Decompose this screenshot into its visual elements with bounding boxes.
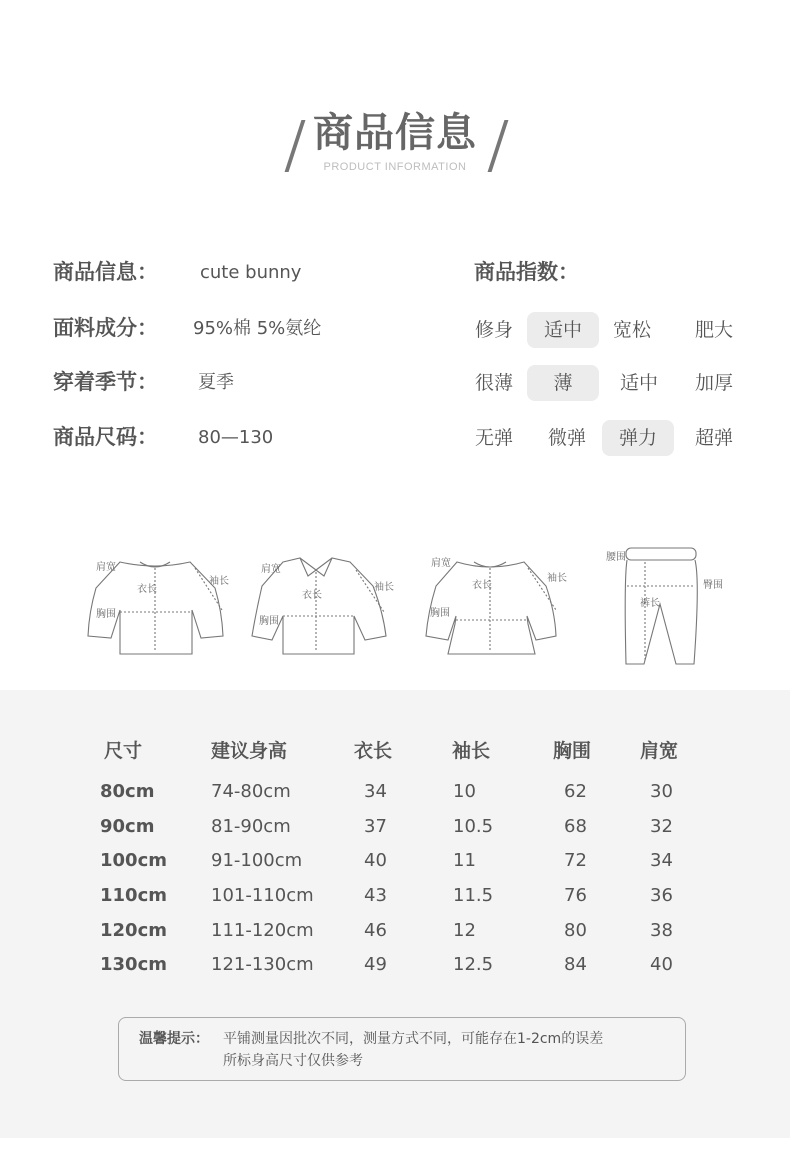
info-value-fabric: 95%棉 5%氨纶 bbox=[193, 318, 322, 339]
table-cell-sleeve: 12 bbox=[453, 920, 476, 941]
table-cell-length: 43 bbox=[364, 885, 387, 906]
index-thickness-option: 适中 bbox=[619, 372, 658, 394]
collar-tee-label-sleeve: 袖长 bbox=[374, 582, 394, 593]
table-cell-shoulder: 36 bbox=[650, 885, 673, 906]
index-elasticity-option: 弹力 bbox=[602, 420, 674, 456]
index-thickness-option: 薄 bbox=[527, 365, 599, 401]
table-cell-height: 121-130cm bbox=[211, 954, 314, 975]
table-cell-shoulder: 38 bbox=[650, 920, 673, 941]
table-cell-chest: 80 bbox=[564, 920, 587, 941]
size-note-label: 温馨提示： bbox=[139, 1031, 209, 1047]
table-cell-length: 37 bbox=[364, 816, 387, 837]
table-cell-size: 110cm bbox=[100, 885, 167, 906]
size-note-line-2: 所标身高尺寸仅供参考 bbox=[223, 1053, 363, 1069]
tee-label-sleeve: 袖长 bbox=[209, 576, 229, 587]
index-elasticity-option: 微弹 bbox=[547, 427, 586, 449]
table-cell-shoulder: 32 bbox=[650, 816, 673, 837]
table-cell-sleeve: 11.5 bbox=[453, 885, 494, 906]
info-label-season: 穿着季节： bbox=[53, 370, 158, 394]
dress-label-length: 衣长 bbox=[472, 580, 492, 591]
table-cell-chest: 62 bbox=[564, 781, 587, 802]
table-cell-height: 91-100cm bbox=[211, 850, 303, 871]
table-cell-size: 120cm bbox=[100, 920, 167, 941]
dress-label-chest: 胸围 bbox=[430, 608, 450, 619]
index-title: 商品指数： bbox=[474, 260, 579, 284]
table-cell-chest: 72 bbox=[564, 850, 587, 871]
table-cell-height: 111-120cm bbox=[211, 920, 314, 941]
table-cell-shoulder: 34 bbox=[650, 850, 673, 871]
table-cell-sleeve: 10.5 bbox=[453, 816, 494, 837]
table-cell-chest: 84 bbox=[564, 954, 587, 975]
size-table-header: 尺寸 bbox=[104, 740, 143, 762]
tee-label-chest: 胸围 bbox=[96, 609, 116, 620]
size-note bbox=[118, 1017, 686, 1081]
index-fit-option: 肥大 bbox=[694, 319, 733, 341]
table-cell-chest: 76 bbox=[564, 885, 587, 906]
measurement-diagrams bbox=[0, 540, 790, 680]
index-thickness-option: 很薄 bbox=[474, 372, 513, 394]
pants-diagram bbox=[625, 548, 697, 664]
info-label-fabric: 面料成分： bbox=[53, 316, 158, 340]
collar-tee-label-chest: 胸围 bbox=[259, 616, 279, 627]
size-table-header: 袖长 bbox=[452, 740, 491, 762]
table-cell-sleeve: 11 bbox=[453, 850, 476, 871]
tee-diagram bbox=[88, 562, 223, 654]
measurement-diagram-svg bbox=[0, 540, 790, 680]
index-thickness-option: 加厚 bbox=[694, 372, 733, 394]
info-value-size: 80—130 bbox=[198, 427, 274, 448]
table-cell-height: 74-80cm bbox=[211, 781, 291, 802]
table-cell-chest: 68 bbox=[564, 816, 587, 837]
tee-label-shoulder: 肩宽 bbox=[96, 562, 116, 573]
size-table-header: 衣长 bbox=[354, 740, 393, 762]
info-value-name: cute bunny bbox=[200, 262, 302, 283]
index-elasticity-option: 超弹 bbox=[694, 427, 733, 449]
table-cell-length: 34 bbox=[364, 781, 387, 802]
index-fit-option: 宽松 bbox=[612, 319, 651, 341]
info-label-size: 商品尺码： bbox=[53, 425, 158, 449]
table-cell-height: 101-110cm bbox=[211, 885, 314, 906]
pants-label-length: 裤长 bbox=[640, 598, 660, 609]
index-elasticity-option: 无弹 bbox=[474, 427, 513, 449]
table-cell-sleeve: 10 bbox=[453, 781, 476, 802]
dress-label-shoulder: 肩宽 bbox=[431, 558, 451, 569]
table-cell-size: 80cm bbox=[100, 781, 155, 802]
pants-label-hip: 臀围 bbox=[703, 580, 723, 591]
pants-label-waist: 腰围 bbox=[606, 552, 626, 563]
section-header bbox=[0, 108, 790, 158]
size-table-header: 胸围 bbox=[553, 740, 592, 762]
size-table-header: 肩宽 bbox=[640, 740, 679, 762]
table-cell-length: 40 bbox=[364, 850, 387, 871]
page-title: 商品信息 bbox=[313, 110, 477, 156]
table-cell-shoulder: 30 bbox=[650, 781, 673, 802]
dress-label-sleeve: 袖长 bbox=[547, 573, 567, 584]
table-cell-height: 81-90cm bbox=[211, 816, 291, 837]
table-cell-shoulder: 40 bbox=[650, 954, 673, 975]
table-cell-length: 46 bbox=[364, 920, 387, 941]
index-fit-option: 修身 bbox=[474, 319, 513, 341]
info-label-name: 商品信息： bbox=[53, 260, 158, 284]
table-cell-size: 130cm bbox=[100, 954, 167, 975]
table-cell-length: 49 bbox=[364, 954, 387, 975]
table-cell-sleeve: 12.5 bbox=[453, 954, 494, 975]
table-cell-size: 100cm bbox=[100, 850, 167, 871]
size-note-line-1: 平铺测量因批次不同，测量方式不同，可能存在1-2cm的误差 bbox=[223, 1031, 604, 1047]
info-value-season: 夏季 bbox=[198, 372, 234, 393]
collar-tee-label-length: 衣长 bbox=[302, 590, 322, 601]
table-cell-size: 90cm bbox=[100, 816, 155, 837]
page-subtitle: PRODUCT INFORMATION bbox=[323, 161, 467, 173]
size-table-header: 建议身高 bbox=[211, 740, 288, 762]
tee-label-length: 衣长 bbox=[137, 584, 157, 595]
index-fit-option: 适中 bbox=[527, 312, 599, 348]
collar-tee-label-shoulder: 肩宽 bbox=[261, 564, 281, 575]
